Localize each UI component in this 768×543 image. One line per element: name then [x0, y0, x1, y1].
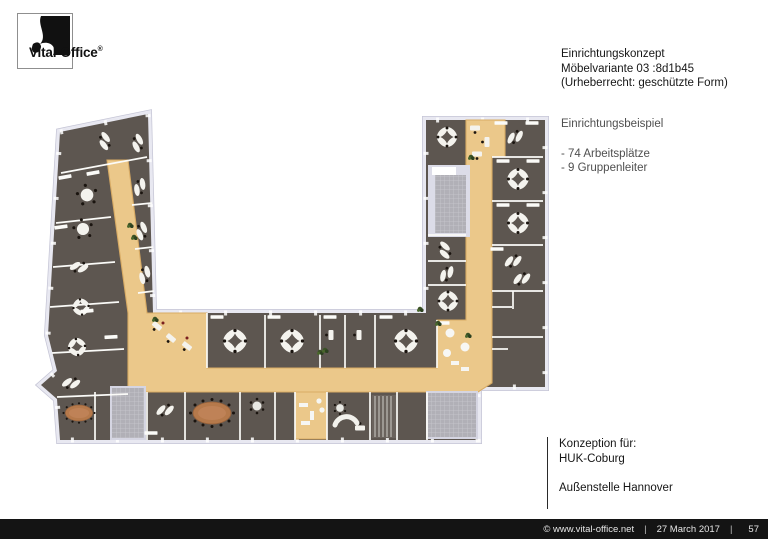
workplaces-count: - 74 Arbeitsplätze	[561, 147, 650, 160]
floor-plan	[35, 95, 550, 447]
concept-title: Einrichtungskonzept	[561, 48, 665, 60]
client-branch: Außenstelle Hannover	[559, 482, 673, 494]
stairwell-right	[427, 392, 477, 438]
atrium-landing	[432, 167, 456, 175]
groupleaders-count: - 9 Gruppenleiter	[561, 162, 648, 174]
brand-label: Vital-Office	[29, 45, 98, 60]
footer-page-number: 57	[748, 523, 759, 535]
footer-bar	[0, 519, 768, 539]
furniture-variant: Möbelvariante 03 :8d1b45	[561, 62, 694, 75]
atrium-grid	[435, 175, 466, 233]
registered-mark: ®	[97, 46, 103, 53]
shelving-unit	[372, 395, 396, 438]
vital-office-logo	[17, 13, 73, 69]
footer-date: 27 March 2017	[656, 523, 720, 535]
example-block	[561, 117, 663, 176]
client-label: Konzeption für:	[559, 438, 637, 450]
example-title: Einrichtungsbeispiel	[561, 118, 664, 130]
concept-header	[561, 47, 728, 91]
logo-mark	[17, 13, 73, 69]
footer-separator: |	[729, 523, 733, 535]
client-block	[547, 437, 673, 509]
brand-name	[29, 45, 103, 60]
footer-copyright: © www.vital-office.net	[543, 523, 635, 535]
client-name: HUK-Coburg	[559, 452, 625, 465]
copyright-note: (Urheberrecht: geschützte Form)	[561, 77, 728, 89]
footer-separator: |	[644, 523, 647, 535]
